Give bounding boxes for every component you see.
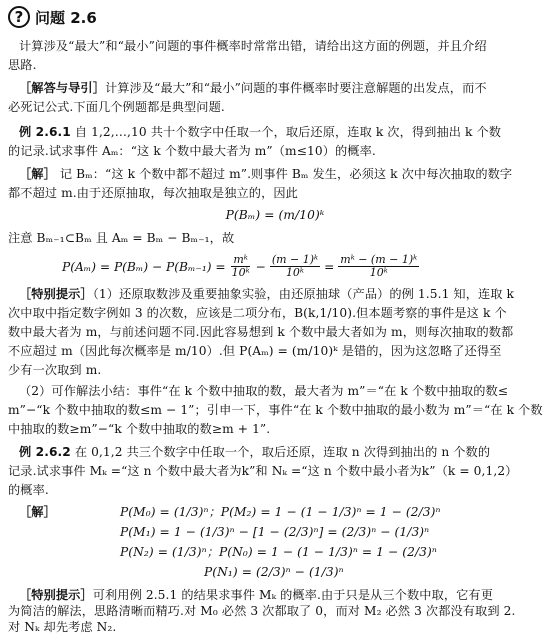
question-title: 问题 2.6 bbox=[35, 8, 97, 27]
formula-pa bbox=[62, 254, 419, 279]
guide-line-2: 必死记公式.下面几个例题都是典型问题. bbox=[8, 100, 225, 114]
fraction-1-denominator: 10ᵏ bbox=[231, 266, 250, 279]
tip-1-text-1: （1）还原取数涉及重要抽象实验，由还原抽球（产品）的例 1.5.1 知，连取 k bbox=[92, 287, 515, 301]
question-header bbox=[8, 4, 97, 30]
fraction-3 bbox=[338, 254, 419, 279]
fraction-2-denominator: 10ᵏ bbox=[285, 266, 304, 279]
solution-2-row-3: P(N₂) = (1/3)ⁿ；P(N₀) = 1 − (1 − 1/3)ⁿ = 1 − (2/3)ⁿ bbox=[120, 545, 437, 559]
guide-line-1 bbox=[19, 80, 487, 96]
example-2-line-2: 记录.试求事件 Mₖ =“这 n 个数中最大者为k”和 Nₖ =“这 n 个数中最小者为k”（k = 0,1,2） bbox=[8, 464, 518, 478]
formula-pa-left: P(Aₘ) = P(Bₘ) − P(Bₘ₋₁) = bbox=[62, 259, 226, 274]
fraction-3-denominator: 10ᵏ bbox=[369, 266, 388, 279]
fraction-3-numerator: mᵏ − (m − 1)ᵏ bbox=[340, 253, 418, 266]
solution-2-row-1: P(M₀) = (1/3)ⁿ；P(M₂) = 1 − (1 − 1/3)ⁿ = 1 − (2/3)ⁿ bbox=[120, 505, 441, 519]
example-2-line-3: 的概率. bbox=[8, 483, 49, 497]
tip-1-line-8: 中抽取的数≥m”−“k 个数中抽取的数≥m + 1”. bbox=[8, 422, 271, 436]
tip-1-line-3: 数中最大者为 m，与前述问题不同.因此容易想到 k 个数中最大者如为 m，则每次抽取的数都 bbox=[8, 325, 514, 339]
example-1-line-1 bbox=[19, 124, 501, 140]
fraction-1-numerator: mᵏ bbox=[233, 253, 248, 266]
formula-pb: P(Bₘ) = (m/10)ᵏ bbox=[225, 208, 325, 222]
fraction-1 bbox=[230, 254, 252, 279]
tip-1-line-6: （2）可作解法小结：事件“在 k 个数中抽取的数，最大者为 m”＝“在 k 个数中抽取的数≤ bbox=[19, 384, 509, 398]
tip-1-line-5: 少有一次取到 m. bbox=[8, 363, 102, 377]
fraction-2-numerator: (m − 1)ᵏ bbox=[271, 253, 319, 266]
solution-1-line-2: 都不超过 m.由于还原抽取，每次抽取是独立的，因此 bbox=[8, 186, 298, 200]
solution-2-label: ［解］ bbox=[19, 505, 56, 519]
example-1-label: 例 2.6.1 bbox=[19, 125, 71, 139]
solution-2-row-4: P(N₁) = (2/3)ⁿ − (1/3)ⁿ bbox=[204, 565, 344, 579]
question-mark-icon: ? bbox=[8, 6, 30, 28]
tip-2-line-2: 为简洁的解法，思路清晰而精巧.对 M₀ 必然 3 次都取了 0，而对 M₂ 必然 3 次都没有取到 2. bbox=[8, 604, 516, 618]
tip-1-line-4: 不应超过 m（因此每次概率是 m/10）.但 P(Aₘ) = (m/10)ᵏ 是错的，因为这忽略了还得至 bbox=[8, 344, 502, 358]
solution-1-line-1 bbox=[19, 166, 512, 182]
fraction-2 bbox=[270, 254, 320, 279]
example-1-line-2: 的记录.试求事件 Aₘ：“这 k 个数中最大者为 m”（m≤10）的概率. bbox=[8, 144, 376, 158]
solution-1-note: 注意 Bₘ₋₁⊂Bₘ 且 Aₘ = Bₘ − Bₘ₋₁，故 bbox=[8, 231, 235, 245]
guide-text-1: 计算涉及“最大”和“最小”问题的事件概率时要注意解题的出发点，而不 bbox=[105, 81, 487, 95]
tip-2-text-1: 可利用例 2.5.1 的结果求事件 Mₖ 的概率.由于只是从三个数中取，它有更 bbox=[92, 588, 494, 602]
tip-1-line-7: m”−“k 个数中抽取的数≤m − 1”；引申一下，事件“在 k 个数中抽取的最小数为 m”＝“在 k 个数 bbox=[8, 403, 543, 417]
solution-2-row-2: P(M₁) = 1 − (1/3)ⁿ − [1 − (2/3)ⁿ] = (2/3)ⁿ − (1/3)ⁿ bbox=[120, 525, 430, 539]
intro-line-2: 思路. bbox=[8, 58, 37, 72]
tip-1-line-2: 次中取中指定数字例如 3 的次数，应该是二项分布，B(k,1/10).但本题考察的事件是这 k 个 bbox=[8, 306, 507, 320]
tip-2-line-3: 对 Nₖ 却先考虑 N₂. bbox=[8, 620, 117, 634]
example-2-line-1 bbox=[19, 444, 490, 460]
tip-2-line-1 bbox=[19, 587, 493, 603]
solution-1-label: ［解］ bbox=[19, 167, 56, 181]
solution-2-label-line bbox=[19, 504, 56, 520]
example-1-text-1: 自 1,2,…,10 共十个数字中任取一个，取后还原，连取 k 次，得到抽出 k 个数 bbox=[74, 125, 502, 139]
minus-sign: − bbox=[255, 259, 266, 274]
example-2-label: 例 2.6.2 bbox=[19, 445, 71, 459]
intro-line-1: 计算涉及“最大”和“最小”问题的事件概率时常常出错，请给出这方面的例题，并且介绍 bbox=[19, 39, 487, 53]
example-2-text-1: 在 0,1,2 共三个数字中任取一个，取后还原，连取 n 次得到抽出的 n 个数的 bbox=[74, 445, 491, 459]
tip-1-label: ［特别提示］ bbox=[19, 287, 93, 301]
guide-label: ［解答与导引］ bbox=[19, 81, 106, 95]
solution-1-text-1: 记 Bₘ：“这 k 个数中都不超过 m”.则事件 Bₘ 发生，必须这 k 次中每次抽取的数字 bbox=[59, 167, 513, 181]
tip-1-line-1 bbox=[19, 286, 514, 302]
equals-sign: = bbox=[324, 259, 335, 274]
tip-2-label: ［特别提示］ bbox=[19, 588, 93, 602]
